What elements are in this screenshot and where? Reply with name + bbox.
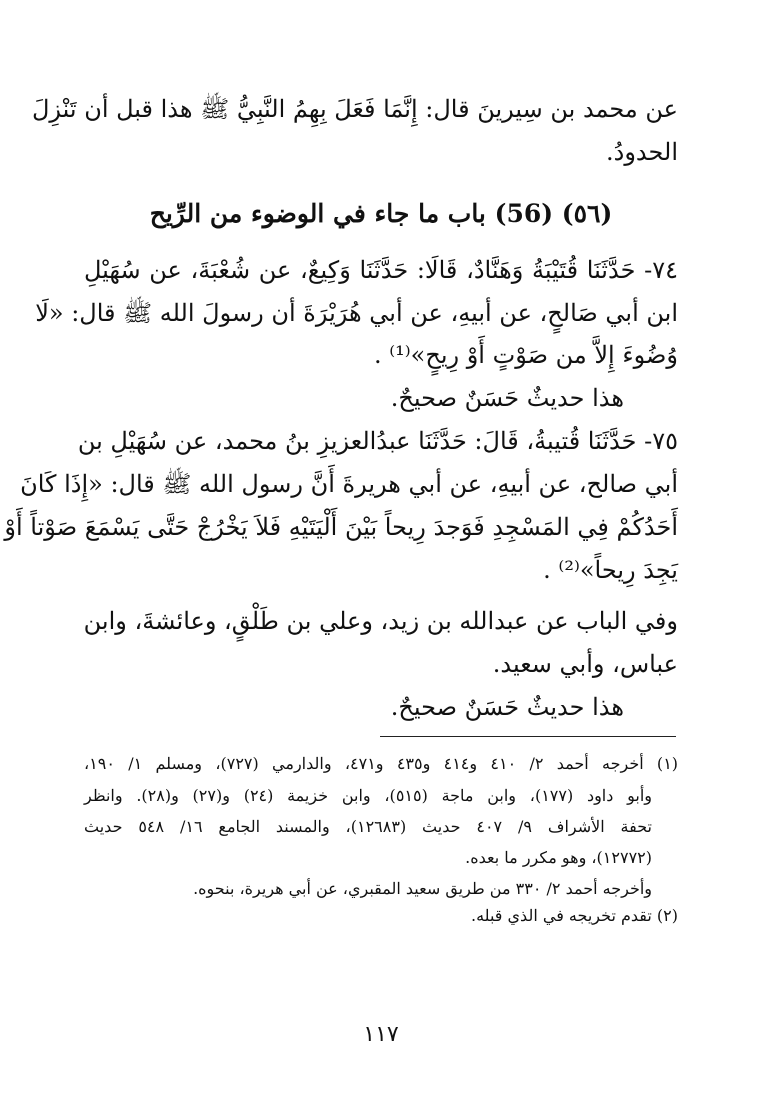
footnote-1-line-3: تحفة الأشراف ٩/ ٤٠٧ حديث (١٢٦٨٣)، والمسند الجامع ١٦/ ٥٤٨ حديث [84, 817, 653, 836]
text-line-2: الحدودُ. [606, 138, 678, 166]
grading-2: هذا حديثٌ حَسَنٌ صحيحٌ. [390, 693, 624, 721]
hadith-75-line-1: ٧٥- حَدَّثَنَا قُتيبةُ، قَالَ: حَدَّثَنَا عبدُالعزيزِ بنُ محمد، عن سُهَيْلِ بن [77, 427, 678, 455]
page-number: ١١٧ [363, 1022, 399, 1047]
grading-1: هذا حديثٌ حَسَنٌ صحيحٌ. [390, 384, 624, 412]
hadith-75-line-3: أَحَدُكُمْ فِي المَسْجِدِ فَوَجدَ رِيحاً بَيْنَ أَلْيَتَيْهِ فَلاَ يَخْرُجْ حَتَّى يَسْمَعَ صَوْتاً أَوْ [4, 513, 678, 541]
footnote-1-line-4: (١٢٧٧٢)، وهو مكرر ما بعده. [465, 848, 652, 867]
hadith-75-line-4: يَجِدَ رِيحاً»⁽²⁾ . [543, 556, 678, 584]
footnote-1-line-5: وأخرجه أحمد ٢/ ٣٣٠ من طريق سعيد المقبري، عن أبي هريرة، بنحوه. [193, 879, 652, 898]
footnote-2: (٢) تقدم تخريجه في الذي قبله. [471, 906, 678, 925]
footnote-separator [380, 736, 676, 737]
chapter-heading: (٥٦) (56) باب ما جاء في الوضوء من الرِّيح [149, 199, 613, 228]
footnote-1-line-2: وأبو داود (١٧٧)، وابن ماجة (٥١٥)، وابن خزيمة (٢٤) و(٢٧) و(٢٨). وانظر [84, 786, 653, 805]
hadith-74-line-1: ٧٤- حَدَّثَنَا قُتَيْبَةُ وَهَنَّادٌ، قَالَا: حَدَّثَنَا وَكِيعٌ، عن شُعْبَةَ، عن سُهَيْلِ [84, 256, 678, 284]
hadith-75-line-2: أبي صالح، عن أبيهِ، عن أبي هريرةَ أَنَّ رسول الله ﷺ قال: «إِذَا كَانَ [20, 470, 678, 498]
hadith-74-line-3: وُضُوءَ إِلاَّ من صَوْتٍ أَوْ رِيحٍ»⁽¹⁾ . [373, 341, 678, 369]
footnote-1-line-1: (١) أخرجه أحمد ٢/ ٤١٠ و٤١٤ و٤٣٥ و٤٧١، والدارمي (٧٢٧)، ومسلم ١/ ١٩٠، [84, 754, 679, 773]
hadith-74-line-2: ابن أبي صَالحٍ، عن أبيهِ، عن أبي هُرَيْرَةَ أن رسولَ الله ﷺ قال: «لَا [35, 299, 678, 327]
chapter-note-line-2: عباس، وأبي سعيد. [492, 650, 678, 678]
text-line-1: عن محمد بن سِيرينَ قال: إِنَّمَا فَعَلَ بِهِمُ النَّبِيُّ ﷺ هذا قبل أن تَنْزِلَ [31, 95, 678, 123]
chapter-note-line-1: وفي الباب عن عبدالله بن زيد، وعلي بن طَلْقٍ، وعائشةَ، وابن [83, 607, 678, 635]
